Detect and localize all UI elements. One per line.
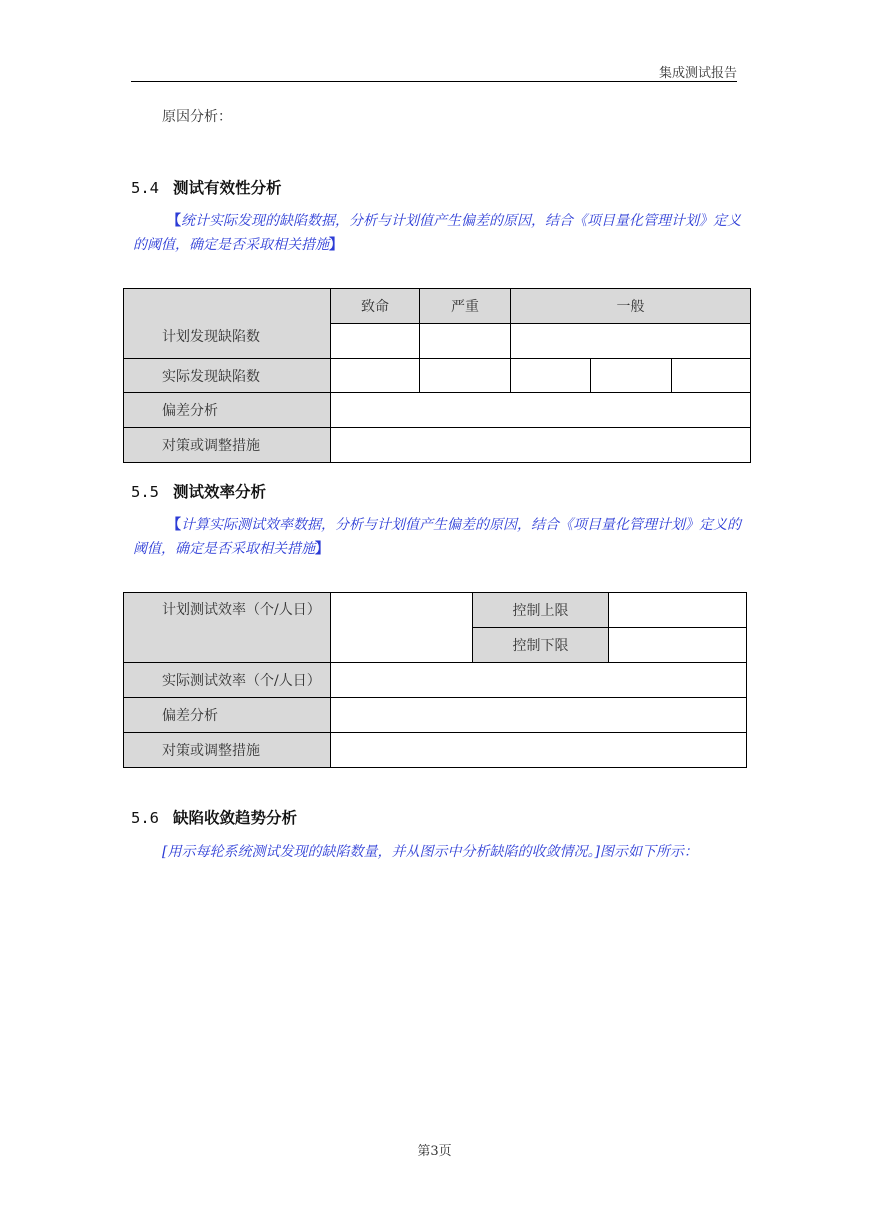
section-title: 测试效率分析 xyxy=(173,482,267,501)
table-cell xyxy=(331,428,751,463)
section-5-4-note xyxy=(133,209,743,257)
table-cell xyxy=(591,359,672,393)
table-cell xyxy=(331,393,751,428)
table-cell xyxy=(331,663,747,698)
note-text: 计算实际测试效率数据，分析与计划值产生偏差的原因，结合《项目量化管理计划》定义的阈值，确定是否采取相关措施 xyxy=(133,517,741,557)
table-cell xyxy=(609,628,747,663)
bracket-close: 】 xyxy=(315,541,329,557)
test-efficiency-table xyxy=(123,592,747,768)
bracket-close: 】 xyxy=(329,237,343,253)
row-label-deviation: 偏差分析 xyxy=(124,698,331,733)
col-header-general: 一般 xyxy=(511,289,751,324)
table-cell xyxy=(331,359,420,393)
cause-analysis-label: 原因分析： xyxy=(162,109,232,125)
row-label-measures: 对策或调整措施 xyxy=(124,428,331,463)
row-label-actual-defects: 实际发现缺陷数 xyxy=(124,359,331,393)
section-title: 测试有效性分析 xyxy=(173,178,282,197)
table-cell xyxy=(511,324,751,359)
row-label-actual-efficiency: 实际测试效率（个/人日） xyxy=(124,663,331,698)
section-5-5-heading xyxy=(131,480,266,502)
page-number: 第3页 xyxy=(417,1144,452,1159)
section-number: 5.5 xyxy=(131,483,159,501)
table-cell xyxy=(420,324,511,359)
document-header-title: 集成测试报告 xyxy=(658,66,737,81)
row-label-planned-efficiency: 计划测试效率（个/人日） xyxy=(124,593,331,663)
table-cell xyxy=(511,359,591,393)
section-number: 5.6 xyxy=(131,809,159,827)
bracket-open: 【 xyxy=(167,213,181,229)
section-number: 5.4 xyxy=(131,179,159,197)
table-cell xyxy=(331,698,747,733)
label-upper-limit: 控制上限 xyxy=(473,593,609,628)
table-cell xyxy=(672,359,751,393)
section-title: 缺陷收敛趋势分析 xyxy=(173,808,298,827)
defect-effectiveness-table xyxy=(123,288,751,463)
table-cell xyxy=(609,593,747,628)
table-cell xyxy=(331,593,473,663)
section-5-4-heading xyxy=(131,176,282,198)
bracket-open: 【 xyxy=(167,517,181,533)
section-5-6-note: [用示每轮系统测试发现的缺陷数量，并从图示中分析缺陷的收敛情况。]图示如下所示： xyxy=(162,844,698,860)
section-5-6-heading xyxy=(131,806,297,828)
table-cell xyxy=(420,359,511,393)
table-cell xyxy=(331,324,420,359)
col-header-serious: 严重 xyxy=(420,289,511,324)
row-label-deviation: 偏差分析 xyxy=(124,393,331,428)
note-text: 统计实际发现的缺陷数据，分析与计划值产生偏差的原因，结合《项目量化管理计划》定义的阈值，确定是否采取相关措施 xyxy=(133,213,741,253)
col-header-fatal: 致命 xyxy=(331,289,420,324)
table-cell xyxy=(331,733,747,768)
row-label-measures: 对策或调整措施 xyxy=(124,733,331,768)
row-label-planned-defects: 计划发现缺陷数 xyxy=(124,289,331,359)
section-5-5-note xyxy=(133,513,743,561)
label-lower-limit: 控制下限 xyxy=(473,628,609,663)
header-divider xyxy=(131,81,737,82)
